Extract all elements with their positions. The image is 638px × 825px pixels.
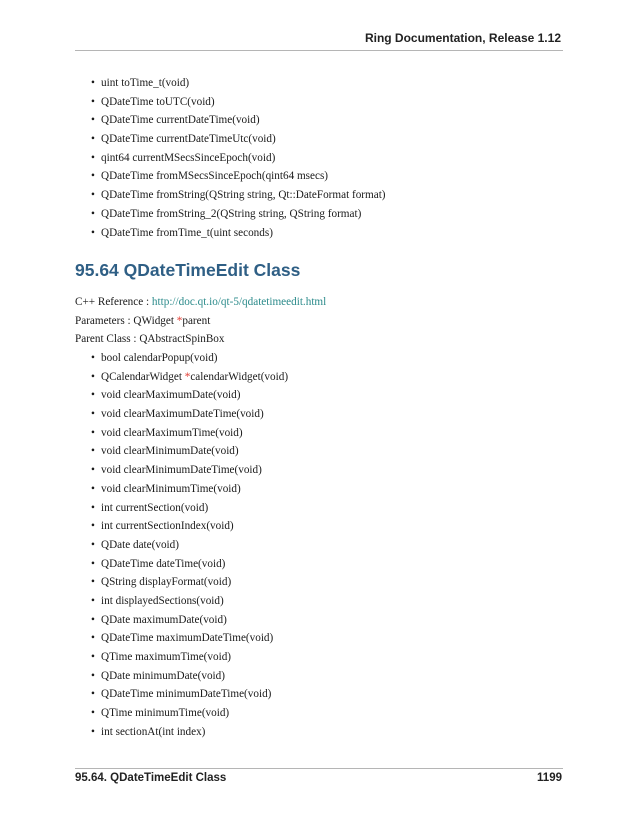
method-signature: QTime maximumTime(void)	[101, 651, 232, 663]
bullet-icon: •	[91, 189, 95, 202]
bullet-icon: •	[91, 170, 95, 183]
list-item	[91, 130, 561, 149]
list-item	[91, 424, 561, 443]
list-item	[91, 386, 561, 405]
list-item	[91, 685, 561, 704]
page-number: 1199	[537, 772, 562, 784]
method-signature: void clearMaximumTime(void)	[101, 426, 243, 439]
header-divider	[75, 50, 563, 51]
bullet-icon: •	[91, 725, 95, 738]
reference-label: C++ Reference :	[75, 296, 152, 308]
bullet-icon: •	[91, 389, 95, 402]
list-item	[91, 186, 561, 205]
bullet-icon: •	[91, 707, 95, 720]
bullet-icon: •	[91, 370, 95, 383]
method-signature: QDateTime currentDateTime(void)	[101, 114, 260, 127]
pointer-star: *	[184, 370, 191, 383]
list-item	[91, 555, 561, 574]
bullet-icon: •	[91, 613, 95, 626]
bullet-icon: •	[91, 501, 95, 514]
bullet-icon: •	[91, 464, 95, 477]
list-item	[91, 723, 561, 742]
bullet-icon: •	[91, 114, 95, 127]
bullet-icon: •	[91, 408, 95, 421]
method-signature: QDateTime minimumDateTime(void)	[101, 688, 272, 701]
list-item	[91, 704, 561, 723]
method-signature: void clearMaximumDateTime(void)	[101, 408, 264, 421]
parameters-value: parent	[182, 315, 211, 327]
method-signature: QDate date(void)	[101, 538, 179, 551]
method-signature: int currentSectionIndex(void)	[101, 520, 234, 533]
method-signature: uint toTime_t(void)	[101, 77, 190, 89]
bullet-icon: •	[91, 669, 95, 682]
list-item	[91, 592, 561, 611]
method-signature: int currentSection(void)	[101, 501, 209, 514]
list-item	[91, 629, 561, 648]
method-signature: QString displayFormat(void)	[101, 576, 232, 589]
method-signature: QDateTime currentDateTimeUtc(void)	[101, 133, 276, 146]
parameters-label: Parameters : QWidget	[75, 315, 177, 327]
method-signature: QDateTime fromString_2(QString string, QString format)	[101, 207, 362, 220]
method-signature: int displayedSections(void)	[101, 594, 224, 607]
parameters-line	[75, 312, 210, 330]
bullet-icon: •	[91, 95, 95, 108]
list-item	[91, 111, 561, 130]
reference-link[interactable]: http://doc.qt.io/qt-5/qdatetimeedit.html	[151, 296, 327, 308]
list-item	[91, 442, 561, 461]
method-signature: QDate minimumDate(void)	[101, 669, 225, 682]
method-signature: QDateTime toUTC(void)	[101, 95, 215, 108]
bullet-icon: •	[91, 133, 95, 146]
bullet-icon: •	[91, 445, 95, 458]
footer-section-label: 95.64. QDateTimeEdit Class	[75, 772, 227, 784]
bullet-icon: •	[91, 576, 95, 589]
method-signature: void clearMinimumDateTime(void)	[101, 464, 262, 477]
method-signature: void clearMinimumDate(void)	[101, 445, 239, 458]
method-signature: qint64 currentMSecsSinceEpoch(void)	[101, 151, 276, 164]
bullet-icon: •	[91, 651, 95, 663]
running-header: Ring Documentation, Release 1.12	[364, 31, 561, 45]
bullet-icon: •	[91, 226, 95, 239]
list-item	[91, 349, 561, 368]
list-item	[91, 167, 561, 186]
bullet-icon: •	[91, 482, 95, 495]
bullet-icon: •	[91, 538, 95, 551]
method-signature: QDateTime fromTime_t(uint seconds)	[101, 226, 273, 239]
list-item	[91, 461, 561, 480]
list-item	[91, 517, 561, 536]
bullet-icon: •	[91, 426, 95, 439]
section-heading: 95.64 QDateTimeEdit Class	[75, 260, 301, 280]
list-item	[91, 368, 561, 387]
method-signature: QDateTime fromString(QString string, Qt::DateFormat format)	[101, 189, 386, 202]
method-signature: int sectionAt(int index)	[101, 725, 206, 738]
method-signature: QDateTime maximumDateTime(void)	[101, 632, 274, 645]
cpp-reference	[75, 293, 326, 311]
method-signature: void clearMinimumTime(void)	[101, 482, 241, 495]
bullet-icon: •	[91, 594, 95, 607]
bullet-icon: •	[91, 151, 95, 164]
list-item	[91, 536, 561, 555]
list-item	[91, 224, 561, 243]
bullet-icon: •	[91, 688, 95, 701]
method-signature: bool calendarPopup(void)	[101, 352, 218, 364]
list-item	[91, 93, 561, 112]
list-item	[91, 667, 561, 686]
method-signature: QDateTime dateTime(void)	[101, 557, 226, 570]
list-item	[91, 149, 561, 168]
bullet-icon: •	[91, 557, 95, 570]
list-item	[91, 648, 561, 667]
list-item	[91, 573, 561, 592]
bullet-icon: •	[91, 632, 95, 645]
bullet-icon: •	[91, 352, 95, 364]
method-signature: void clearMaximumDate(void)	[101, 389, 241, 402]
list-item	[91, 205, 561, 224]
list-item	[91, 611, 561, 630]
method-signature-prefix: QCalendarWidget	[101, 370, 185, 383]
method-signature: QTime minimumTime(void)	[101, 707, 230, 720]
method-list-top	[91, 74, 561, 242]
bullet-icon: •	[91, 77, 95, 89]
bullet-icon: •	[91, 520, 95, 533]
list-item	[91, 405, 561, 424]
method-list-bottom	[91, 349, 561, 741]
list-item	[91, 74, 561, 93]
pointer-star: *	[176, 315, 183, 327]
method-signature-suffix: calendarWidget(void)	[190, 370, 289, 383]
list-item	[91, 480, 561, 499]
parent-class-line: Parent Class : QAbstractSpinBox	[75, 333, 225, 345]
method-signature: QDateTime fromMSecsSinceEpoch(qint64 msecs)	[101, 170, 329, 183]
footer-divider	[75, 768, 563, 769]
list-item	[91, 499, 561, 518]
method-signature: QDate maximumDate(void)	[101, 613, 227, 626]
bullet-icon: •	[91, 207, 95, 220]
